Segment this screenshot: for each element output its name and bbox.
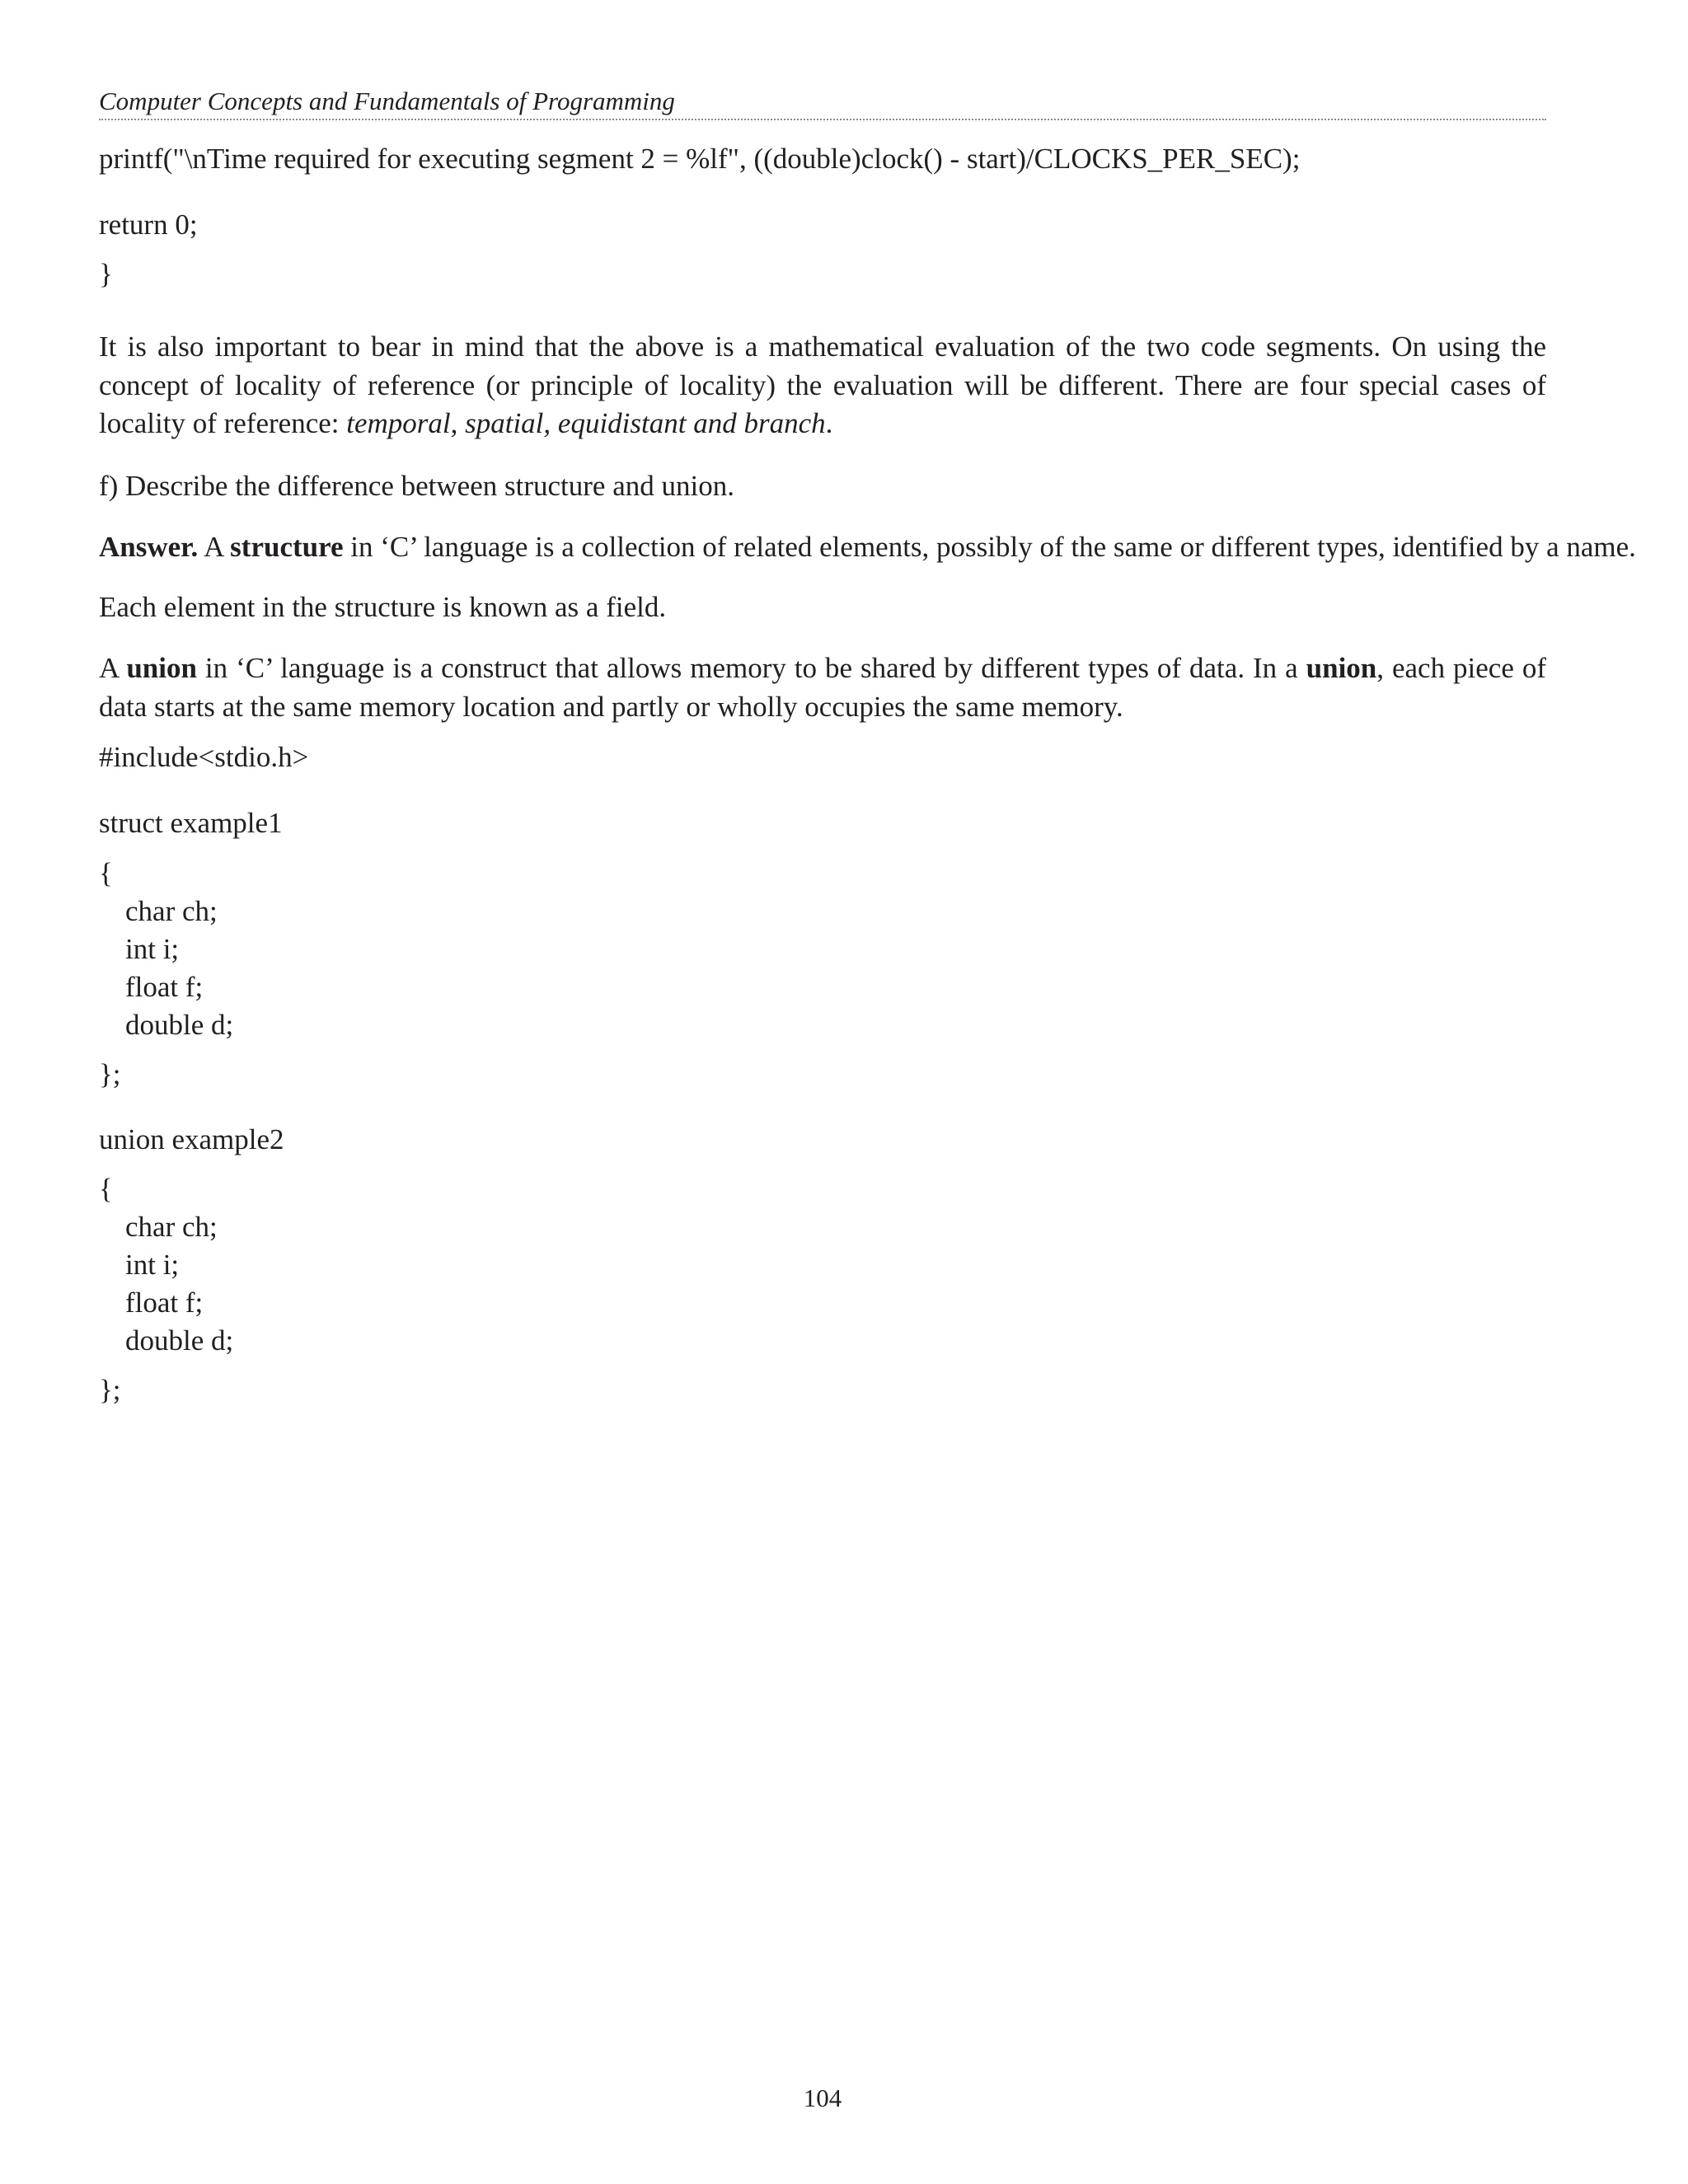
code-union-member: char ch; [125,1211,218,1243]
locality-paragraph [99,328,1546,443]
code-union-close: }; [99,1374,121,1406]
code-return-line: return 0; [99,209,198,241]
code-struct-member: float f; [125,971,204,1003]
union-pre: A [99,652,127,684]
locality-text: It is also important to bear in mind that the above is a mathematical evaluation of the two code segments. On using the concept of locality of reference (or principle of locality) the evaluation will be different. There are four special cases of locality of reference: [99,330,1546,439]
answer-rest: in ‘C’ language is a collection of related elements, possibly of the same or different types, identified by a name. [343,531,1636,563]
code-include: #include<stdio.h> [99,741,309,773]
answer-pre: A [198,531,231,563]
running-header: Computer Concepts and Fundamentals of Programming [99,86,1546,120]
code-struct-close: }; [99,1058,121,1090]
answer-paragraph [99,528,1636,566]
code-printf-line: printf("\nTime required for executing segment 2 = %lf", ((double)clock() - start)/CLOCKS_PER_SEC); [99,143,1301,175]
code-union-member: double d; [125,1324,234,1357]
book-page [99,0,1636,2184]
question-f: f) Describe the difference between structure and union. [99,470,734,502]
union-rest: , each piece of data starts at the same memory location and partly or wholly occupies the same memory. [99,652,1546,723]
code-union-open: { [99,1173,113,1205]
answer-label: Answer. [99,531,199,563]
code-struct-member: double d; [125,1009,234,1041]
answer-structure-term: structure [230,531,344,563]
code-struct-open: { [99,857,113,889]
code-struct-decl: struct example1 [99,807,283,839]
code-union-decl: union example2 [99,1123,284,1155]
locality-end: . [825,407,833,439]
code-union-member: int i; [125,1249,180,1281]
union-mid: in ‘C’ language is a construct that allows memory to be shared by different types of data. In a [196,652,1306,684]
code-union-member: float f; [125,1286,204,1319]
union-paragraph [99,649,1546,726]
code-struct-member: char ch; [125,895,218,927]
code-close-brace: } [99,258,113,290]
field-sentence: Each element in the structure is known as a field. [99,591,667,623]
locality-cases: temporal, spatial, equidistant and branch [346,407,826,439]
code-struct-member: int i; [125,933,180,965]
union-term-2: union [1306,652,1377,684]
union-term-1: union [126,652,197,684]
page-number: 104 [803,2083,842,2112]
